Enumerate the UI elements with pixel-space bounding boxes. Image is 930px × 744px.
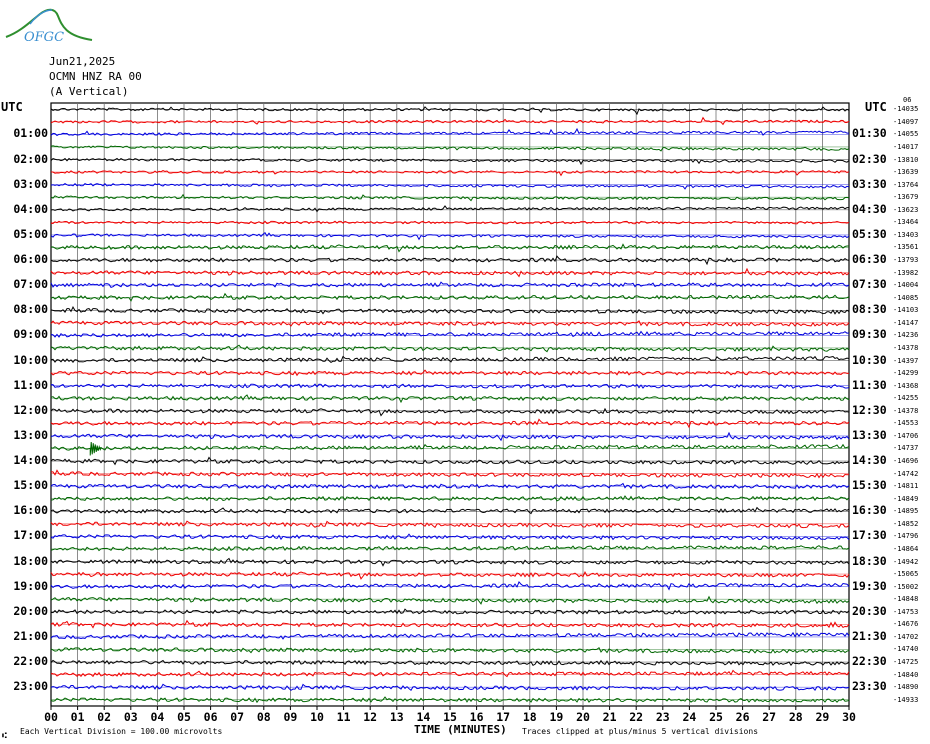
x-tick-label: 00 [44,710,58,724]
trace-count-label: -13561 [893,243,919,252]
hour-label-right: 21:30 [852,628,887,643]
trace-count-label: -14255 [893,394,919,403]
hour-label-right: 09:30 [852,327,887,342]
hour-label-left: 18:00 [13,553,48,568]
trace-count-label: -13403 [893,230,919,239]
trace-count-label: -14378 [893,406,919,415]
x-tick-label: 26 [735,710,750,724]
trace-count-label: -14848 [893,595,919,604]
trace-count-label: -14864 [893,544,919,553]
trace-count-label: -14368 [893,381,919,390]
x-tick-label: 10 [310,710,324,724]
hour-label-right: 04:30 [852,201,887,216]
x-tick-label: 03 [123,710,138,724]
x-tick-label: 13 [389,710,404,724]
hour-label-left: 02:00 [13,151,48,166]
left-utc-label: UTC [1,100,23,114]
trace-count-label: -14706 [893,431,919,440]
trace-count-label: -14890 [893,683,919,692]
trace-count-label: -14796 [893,532,919,541]
hour-label-left: 06:00 [13,252,48,267]
hour-label-right: 22:30 [852,654,887,669]
hour-label-left: 16:00 [13,503,48,518]
x-tick-label: 17 [496,710,511,724]
trace-count-label: -13623 [893,205,919,214]
x-tick-label: 20 [576,710,590,724]
trace-count-label: -14702 [893,632,919,641]
hour-label-left: 22:00 [13,654,48,669]
trace-count-label: -15002 [893,582,919,591]
hour-label-right: 13:30 [852,427,887,442]
hour-label-right: 08:30 [852,302,887,317]
hour-label-left: 17:00 [13,528,48,543]
trace-count-label: -13764 [893,180,919,189]
trace-count-label: -14737 [893,444,919,453]
trace-count-label: -14236 [893,331,919,340]
trace-count-label: -14676 [893,620,919,629]
trace-count-label: -14840 [893,670,919,679]
trace-count-label: -15065 [893,570,919,579]
x-tick-label: 09 [283,710,298,724]
x-tick-label: 22 [629,710,644,724]
seismic-event [90,442,101,455]
x-tick-label: 18 [522,710,537,724]
hour-label-right: 11:30 [852,377,887,392]
trace-count-label: -13464 [893,218,919,227]
hour-label-right: 17:30 [852,528,887,543]
trace-count-label: -14696 [893,457,919,466]
hour-label-right: 20:30 [852,603,887,618]
trace-count-label: -14055 [893,130,919,139]
trace-count-label: -14942 [893,557,919,566]
clip-note: Traces clipped at plus/minus 5 vertical divisions [522,727,759,736]
x-tick-label: 02 [97,710,112,724]
trace-count-label: -14742 [893,469,919,478]
trace-count-label: -14397 [893,356,919,365]
x-tick-label: 16 [469,710,484,724]
x-tick-label: 30 [842,710,856,724]
hour-label-left: 21:00 [13,628,48,643]
hour-label-left: 03:00 [13,176,48,191]
x-tick-label: 14 [416,710,431,724]
hour-label-left: 15:00 [13,478,48,493]
hour-label-right: 02:30 [852,151,887,166]
corner-mark: ⑆ [2,731,7,740]
hour-label-left: 04:00 [13,201,48,216]
x-tick-label: 01 [70,710,85,724]
x-tick-label: 08 [256,710,271,724]
trace-count-label: -14017 [893,142,919,151]
x-tick-label: 05 [177,710,191,724]
hour-label-right: 16:30 [852,503,887,518]
trace-count-label: -13679 [893,193,919,202]
trace-count-label: -14378 [893,343,919,352]
trace-count-label: -14035 [893,105,919,114]
x-axis-title: TIME (MINUTES) [414,723,507,736]
trace-count-label: -14933 [893,695,919,704]
hour-label-right: 06:30 [852,252,887,267]
trace-count-label: -14740 [893,645,919,654]
x-tick-label: 25 [709,710,723,724]
hour-label-left: 20:00 [13,603,48,618]
trace-count-label: -14553 [893,419,919,428]
x-tick-label: 06 [203,710,218,724]
component-label: (A Vertical) [49,85,129,98]
x-tick-label: 28 [788,710,803,724]
hour-label-right: 23:30 [852,679,887,694]
trace-count-label: -14895 [893,507,919,516]
hour-label-left: 14:00 [13,453,48,468]
corner-badge: 06 [903,96,912,104]
station-label: OCMN HNZ RA 00 [49,70,142,83]
hour-label-left: 23:00 [13,679,48,694]
trace-count-label: -14753 [893,607,919,616]
hour-label-left: 13:00 [13,427,48,442]
hour-label-left: 10:00 [13,352,48,367]
x-tick-label: 04 [150,710,165,724]
hour-label-left: 19:00 [13,578,48,593]
x-tick-label: 24 [682,710,697,724]
hour-label-left: 01:00 [13,126,48,141]
x-tick-label: 11 [336,710,351,724]
scale-note: Each Vertical Division = 100.00 microvolts [20,727,223,736]
trace-count-label: -14004 [893,281,919,290]
hour-label-right: 01:30 [852,126,887,141]
trace-count-label: -14097 [893,117,919,126]
hour-label-right: 07:30 [852,277,887,292]
trace-count-label: -14725 [893,658,919,667]
x-tick-label: 29 [815,710,830,724]
x-tick-label: 21 [602,710,617,724]
trace-count-label: -13639 [893,168,919,177]
right-utc-label: UTC [865,100,887,114]
date-label: Jun21,2025 [49,55,116,68]
trace-count-label: -14085 [893,293,919,302]
trace-count-label: -14103 [893,306,919,315]
hour-label-right: 15:30 [852,478,887,493]
x-tick-label: 23 [655,710,670,724]
trace-count-label: -13810 [893,155,919,164]
trace-count-label: -14849 [893,494,919,503]
hour-label-right: 05:30 [852,226,887,241]
hour-label-right: 14:30 [852,453,887,468]
trace-count-label: -14811 [893,482,919,491]
trace-count-label: -14147 [893,318,919,327]
trace-count-label: -14852 [893,519,919,528]
hour-label-right: 19:30 [852,578,887,593]
trace-count-label: -13793 [893,256,919,265]
x-tick-label: 15 [443,710,457,724]
trace-count-label: -14299 [893,369,919,378]
hour-label-right: 10:30 [852,352,887,367]
x-tick-label: 19 [549,710,564,724]
hour-label-right: 18:30 [852,553,887,568]
x-tick-label: 27 [762,710,777,724]
x-tick-label: 12 [363,710,378,724]
x-tick-label: 07 [230,710,245,724]
logo-text: OFGC [24,30,65,45]
hour-label-left: 07:00 [13,277,48,292]
hour-label-right: 03:30 [852,176,887,191]
hour-label-left: 05:00 [13,226,48,241]
hour-label-right: 12:30 [852,402,887,417]
trace-count-label: -13982 [893,268,919,277]
hour-label-left: 08:00 [13,302,48,317]
grid [51,103,849,710]
hour-label-left: 12:00 [13,402,48,417]
hour-label-left: 09:00 [13,327,48,342]
hour-label-left: 11:00 [13,377,48,392]
